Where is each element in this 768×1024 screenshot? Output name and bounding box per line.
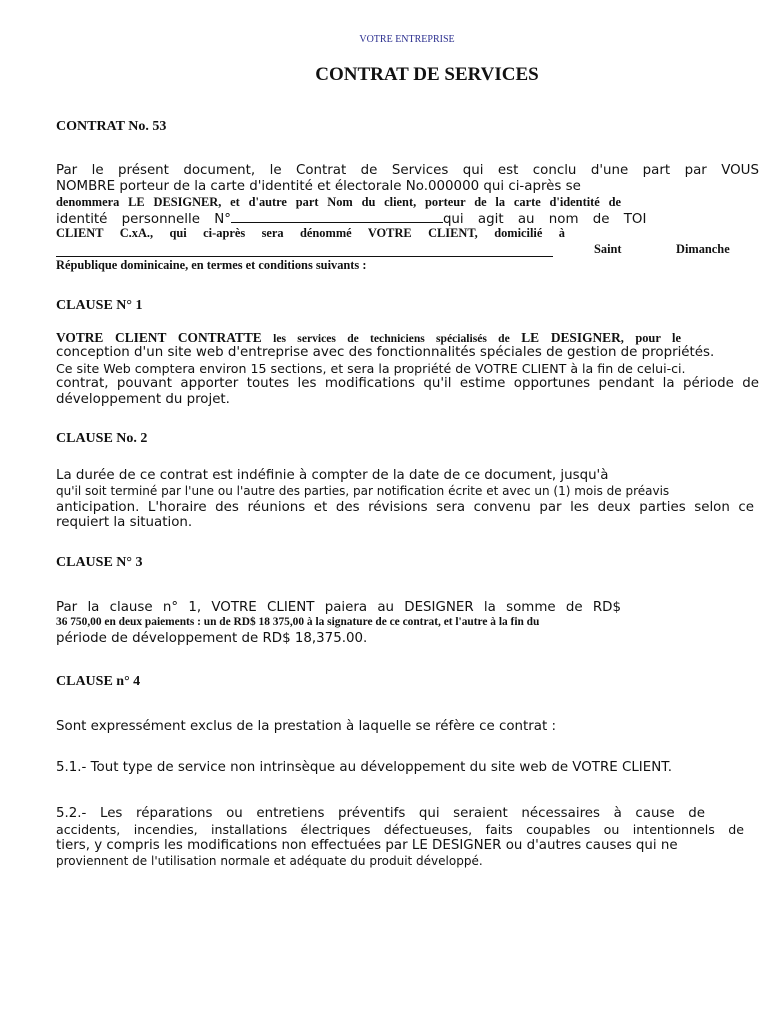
clause-2-line-3: anticipation. L'horaire des réunions et des révisions sera convenu par les deux parties selon ce [56,500,754,515]
domicile-blank [56,242,553,257]
intro-line-7: République dominicaine, en termes et conditions suivants : [56,258,367,272]
intro-line-3 [56,195,621,210]
clause-1-heading: CLAUSE N° 1 [56,298,143,313]
clause-4-item-5-2-line-4: proviennent de l'utilisation normale et adéquate du produit développé. [56,854,483,868]
intro-line-4 [56,210,647,227]
clause-3-line-3: période de développement de RD$ 18,375.00. [56,631,368,646]
clause-3-line-2: 36 750,00 en deux paiements : un de RD$ 18 375,00 à la signature de ce contrat, et l'autre à la fin du [56,616,540,628]
clause-1-line-3: Ce site Web comptera environ 15 sections, et sera la propriété de VOTRE CLIENT à la fin de celui-ci. [56,361,686,376]
intro-l6-dimanche: Dimanche [676,242,730,256]
clause-4-item-5-2-line-2: accidents, incendies, installations électriques défectueuses, faits coupables ou intentionnels de [56,822,744,837]
clause-4-item-5-1: 5.1.- Tout type de service non intrinsèque au développement du site web de VOTRE CLIENT. [56,760,673,775]
clause-2-line-2: qu'il soit terminé par l'une ou l'autre des parties, par notification écrite et avec un (1) mois de préavis [56,484,670,498]
id-number-blank [231,210,443,223]
clause-1-l1-part-d: , pour le [620,331,681,345]
clause-1-line-1 [56,330,681,346]
intro-l3-part-c: , et d'autre part Nom du client, porteur de la carte d'identité de [218,195,621,209]
clause-2-line-1: La durée de ce contrat est indéfinie à compter de la date de ce document, jusqu'à [56,468,609,483]
clause-3-line-1: Par la clause n° 1, VOTRE CLIENT paiera au DESIGNER la somme de RD$ [56,600,621,615]
intro-l4-part-b: qui agit au nom de TOI [442,212,647,227]
intro-line-2: NOMBRE porteur de la carte d'identité et électorale No.000000 qui ci-après se [56,179,581,194]
intro-l6-saint: Saint [594,242,622,256]
designer-party: LE DESIGNER [128,195,219,209]
intro-line-5: CLIENT C.xA., qui ci-après sera dénommé VOTRE CLIENT, domicilié à [56,226,565,240]
intro-l4-part-a: identité personnelle N° [56,212,231,227]
clause-1-line-2: conception d'un site web d'entreprise avec des fonctionnalités spéciales de gestion de propriétés. [56,345,715,360]
designer-party-2: LE DESIGNER [521,330,621,345]
company-name: VOTRE ENTREPRISE [359,34,455,45]
clause-2-line-4: requiert la situation. [56,515,193,530]
clause-4-item-5-2-line-1: 5.2.- Les réparations ou entretiens préventifs qui seraient nécessaires à cause de [56,806,705,821]
clause-3-heading: CLAUSE N° 3 [56,555,143,570]
intro-l3-part-a: denommera [56,195,120,209]
clause-4-heading: CLAUSE n° 4 [56,674,141,689]
intro-line-1: Par le présent document, le Contrat de Services qui est conclu d'une part par VOUS [56,163,759,178]
clause-4-item-5-2-line-3: tiers, y compris les modifications non effectuées par LE DESIGNER ou d'autres causes qui ne [56,838,678,853]
clause-1-line-5: développement du projet. [56,392,230,407]
clause-1-line-4: contrat, pouvant apporter toutes les modifications qu'il estime opportunes pendant la période de [56,376,759,391]
clause-2-heading: CLAUSE No. 2 [56,431,148,446]
client-party: VOTRE CLIENT CONTRATTE [56,330,262,345]
clause-4-intro: Sont expressément exclus de la prestation à laquelle se réfère ce contrat : [56,719,556,734]
document-title: CONTRAT DE SERVICES [315,64,539,85]
clause-1-l1-part-b: les services de techniciens spécialisés de [273,332,510,345]
contract-number: CONTRAT No. 53 [56,119,167,134]
